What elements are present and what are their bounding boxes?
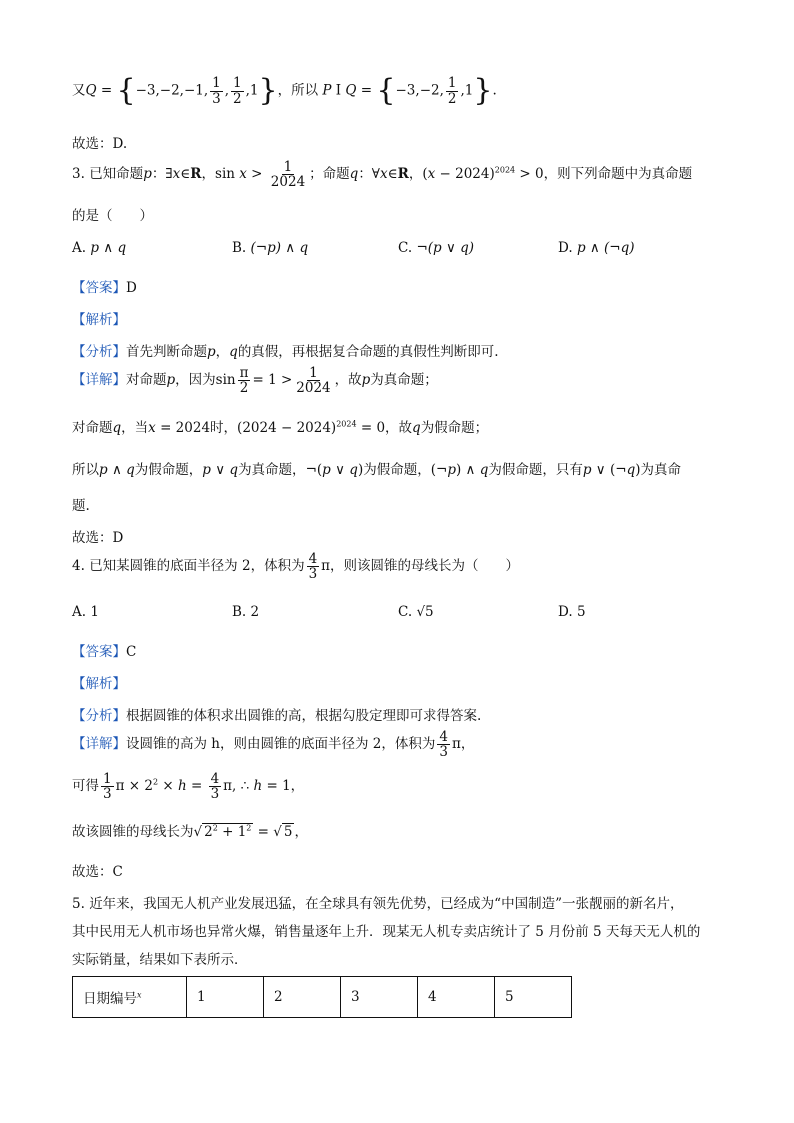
q3-analysis-tag: 【解析】 bbox=[72, 312, 126, 328]
q4-stem: 4. 已知某圆锥的底面半径为 2，体积为 $\frac{4}{3}$ π，则该圆锥的母线长为（ ） bbox=[72, 551, 520, 583]
q4-option-a[interactable]: A. 1 bbox=[72, 604, 99, 620]
pq-elements: −3,−2, bbox=[395, 82, 444, 99]
q3-fenxi: 【分析】首先判断命题p，q的真假，再根据复合命题的真假性判断即可. bbox=[72, 344, 499, 360]
q4-choice: 故选：C bbox=[72, 864, 123, 880]
q3-option-a[interactable]: A. p ∧ q bbox=[72, 240, 127, 256]
q3-option-d[interactable]: D. p ∧ (¬q) bbox=[558, 240, 635, 256]
q4-answer: 【答案】C bbox=[72, 644, 137, 660]
q3-answer: 【答案】D bbox=[72, 280, 137, 296]
q3-xiangjie: 【详解】对命题p，因为sin $\frac{\pi}{2}$ = 1 > $\frac{1}{2024}$ ，故p为真命题； bbox=[72, 365, 438, 397]
q3-summary: 所以p ∧ q为假命题，p ∨ q为真命题，¬(p ∨ q)为假命题，(¬p) ∧ q为假命题，只有p ∨ (¬q)为真命 bbox=[72, 462, 681, 478]
table-cell: 3 bbox=[341, 977, 418, 1018]
q3-choice: 故选：D bbox=[72, 530, 124, 546]
table-cell: 4 bbox=[418, 977, 495, 1018]
q-set-line: 又Q = {−3,−2,−1, $\frac{1}{3}$ , $\frac{1}{2}$ ,1}，所以 P I Q = {−3,−2, $\frac{1}{2}$ ,1}. bbox=[72, 73, 497, 108]
q5-para-line1: 5. 近年来，我国无人机产业发展迅猛，在全球具有领先优势，已经成为“中国制造”一张靓丽的新名片， bbox=[72, 896, 684, 912]
q4-ke-de: 可得 $\frac{1}{3}$ $\pi \times 2^2 \times h$ = $\frac{4}{3}$ π, ∴ h = 1， bbox=[72, 771, 305, 803]
q2-choice: 故选：D. bbox=[72, 136, 128, 152]
q5-para-line2: 其中民用无人机市场也异常火爆，销售量逐年上升．现某无人机专卖店统计了 5 月份前 5 天每天无人机的 bbox=[72, 924, 701, 940]
table-row bbox=[73, 977, 572, 1018]
table-cell: 5 bbox=[495, 977, 572, 1018]
table-cell: 1 bbox=[187, 977, 264, 1018]
q3-option-c[interactable]: C. ¬(p ∨ q) bbox=[398, 240, 475, 256]
table-header-cell: 日期编号$^x$ bbox=[73, 977, 187, 1018]
sales-table bbox=[72, 976, 572, 1018]
q4-option-b[interactable]: B. 2 bbox=[232, 604, 260, 620]
q3-line-q: 对命题q，当x = 2024时，$(2024 - 2024)^{2024} = 0$，故q为假命题； bbox=[72, 419, 489, 436]
q4-xiangjie: 【详解】设圆锥的高为 h，则由圆锥的底面半径为 2，体积为 $\frac{4}{3}$ π， bbox=[72, 729, 475, 761]
q3-option-b[interactable]: B. (¬p) ∧ q bbox=[232, 240, 309, 256]
q5-para-line3: 实际销量，结果如下表所示． bbox=[72, 952, 248, 968]
q-elements: −3,−2,−1, bbox=[135, 82, 209, 99]
q3-stem: 3. 已知命题p：∃x∈R，sin x > $\frac{1}{2024}$ ；命题q：∀x∈R，$(x - 2024)^{2024} > 0$，则下列命题中为真命题 bbox=[72, 159, 693, 191]
q4-mu-xian: 故该圆锥的母线长为√ $2^2 + 1^2$ = √ 5 ， bbox=[72, 823, 308, 840]
table-cell: 2 bbox=[264, 977, 341, 1018]
q3-summary-line2: 题. bbox=[72, 498, 90, 514]
q4-fenxi: 【分析】根据圆锥的体积求出圆锥的高，根据勾股定理即可求得答案. bbox=[72, 708, 482, 724]
q4-analysis-tag: 【解析】 bbox=[72, 676, 126, 692]
q4-option-c[interactable]: C. √5 bbox=[398, 604, 434, 620]
q4-option-d[interactable]: D. 5 bbox=[558, 604, 586, 620]
q3-stem-line2: 的是（ ） bbox=[72, 208, 153, 224]
